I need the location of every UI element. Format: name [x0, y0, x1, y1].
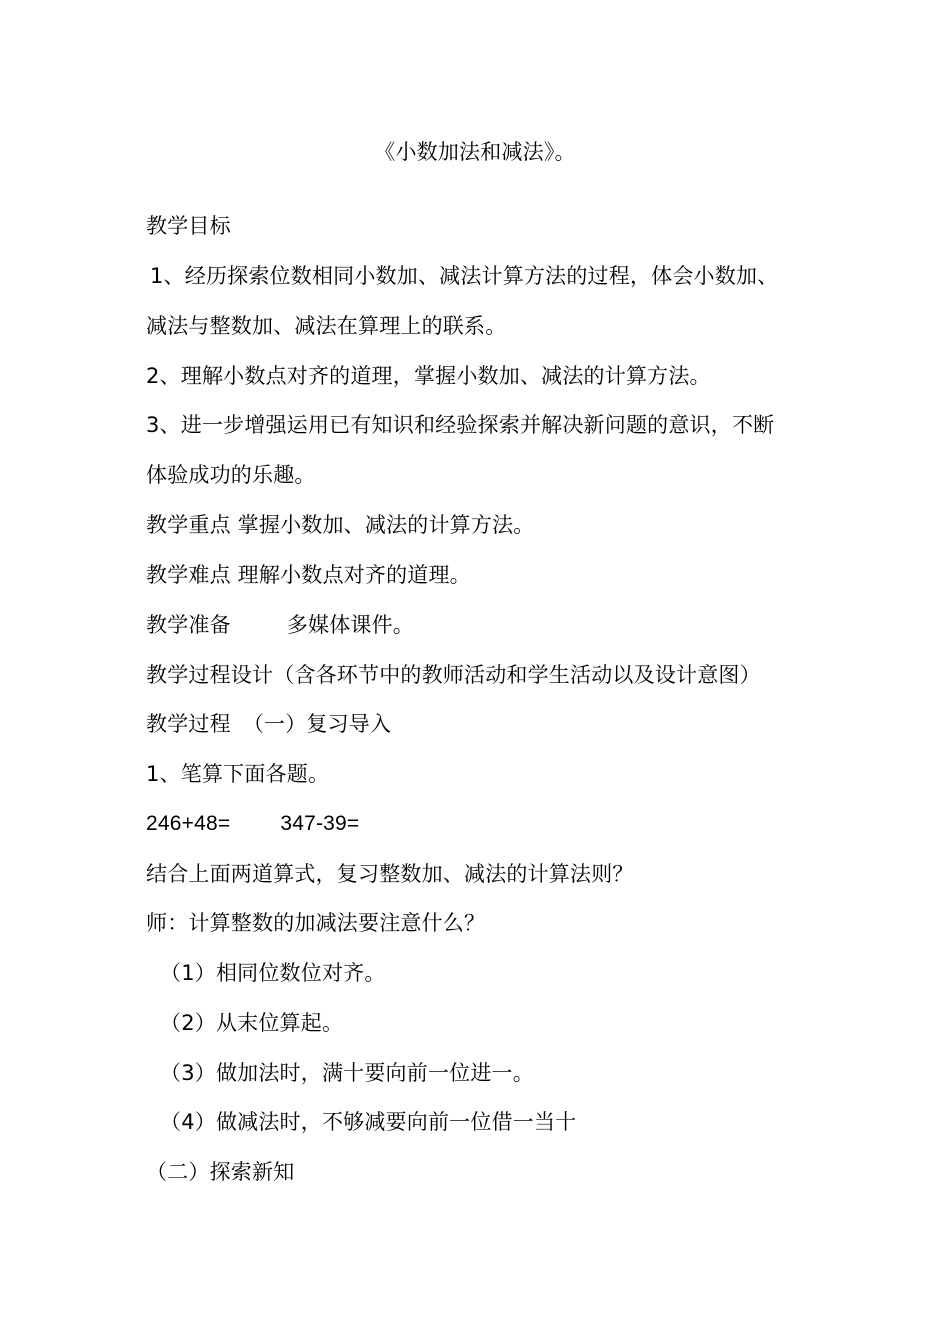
- goal-3-line-2: 体验成功的乐趣。: [146, 463, 316, 487]
- calculation-2: 347-39=: [280, 812, 360, 835]
- exercise-instruction: 1、笔算下面各题。: [146, 762, 330, 786]
- process-section-1: （一）复习导入: [242, 712, 392, 736]
- rule-2: （2）从末位算起。: [160, 1011, 344, 1035]
- calculation-row: [146, 810, 359, 838]
- goal-1-line-1: 1、经历探索位数相同小数加、减法计算方法的过程，体会小数加、: [150, 264, 779, 288]
- calculation-1: 246+48=: [146, 812, 231, 835]
- goal-2: 2、理解小数点对齐的道理，掌握小数加、减法的计算方法。: [146, 364, 711, 388]
- preparation-value: 多媒体课件。: [286, 613, 415, 637]
- rule-1: （1）相同位数位对齐。: [160, 961, 386, 985]
- section-2-heading: （二）探索新知: [146, 1160, 295, 1184]
- process-design: 教学过程设计（含各环节中的教师活动和学生活动以及设计意图）: [146, 663, 761, 687]
- goal-1-line-2: 减法与整数加、减法在算理上的联系。: [146, 314, 507, 338]
- preparation: [146, 611, 414, 639]
- goal-3-line-1: 3、进一步增强运用已有知识和经验探索并解决新问题的意识，不断: [146, 413, 775, 437]
- key-point: 教学重点 掌握小数加、减法的计算方法。: [146, 513, 535, 537]
- teaching-process: [146, 710, 391, 738]
- document-title: 《小数加法和减法》。: [374, 140, 576, 164]
- difficulty: 教学难点 理解小数点对齐的道理。: [146, 563, 471, 587]
- preparation-label: 教学准备: [146, 613, 231, 637]
- process-label: 教学过程: [146, 712, 231, 736]
- heading-teaching-goal: 教学目标: [146, 214, 231, 238]
- rule-4: （4）做减法时，不够减要向前一位借一当十: [160, 1110, 577, 1134]
- rule-3: （3）做加法时，满十要向前一位进一。: [160, 1061, 534, 1085]
- teacher-question: 师：计算整数的加减法要注意什么？: [146, 911, 486, 935]
- review-question: 结合上面两道算式，复习整数加、减法的计算法则？: [146, 862, 634, 886]
